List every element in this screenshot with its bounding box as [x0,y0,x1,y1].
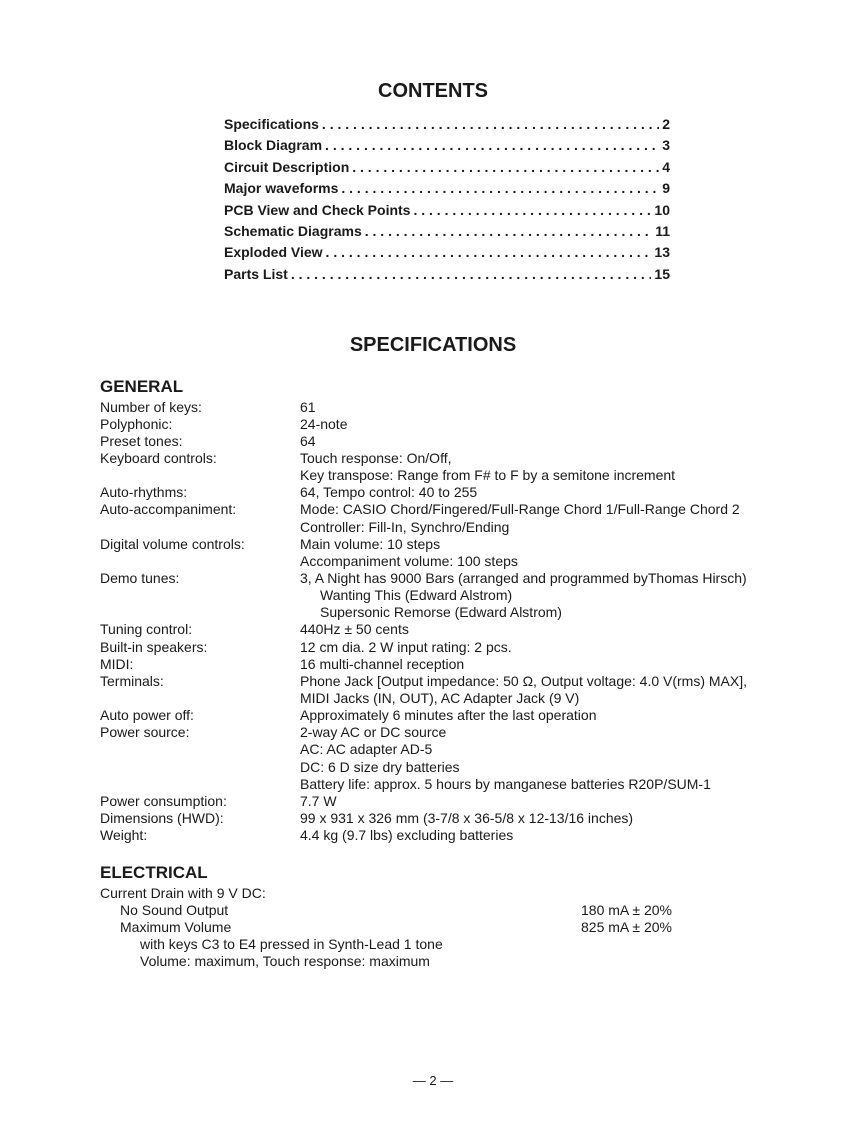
spec-value: 24-note [300,416,348,432]
table-of-contents [224,116,670,287]
spec-value: Supersonic Remorse (Edward Alstrom) [320,604,562,620]
spec-label: Auto power off: [100,707,194,723]
spec-note: Volume: maximum, Touch response: maximum [140,953,430,969]
spec-label: Dimensions (HWD): [100,810,224,826]
page-number: — 2 — [412,1073,454,1088]
spec-note: with keys C3 to E4 pressed in Synth-Lead 1 tone [140,936,443,952]
spec-value: 61 [300,399,316,415]
toc-item[interactable] [224,266,670,287]
toc-leader [365,223,652,239]
toc-item-label: Schematic Diagrams [224,222,362,239]
spec-value: 16 multi-channel reception [300,656,465,672]
spec-value: Controller: Fill-In, Synchro/Ending [300,519,510,535]
toc-item-page: 13 [654,244,670,261]
toc-item-label: Parts List [224,265,288,282]
spec-label: Auto-rhythms: [100,484,188,500]
spec-value: Battery life: approx. 5 hours by manganese batteries R20P/SUM-1 [300,776,711,792]
spec-label: Power consumption: [100,793,227,809]
toc-item[interactable] [224,116,670,137]
toc-item[interactable] [224,223,670,244]
spec-value: Phone Jack [Output impedance: 50 Ω, Output voltage: 4.0 V(rms) MAX], [300,673,748,689]
spec-value: 825 mA ± 20% [581,919,672,935]
spec-value: DC: 6 D size dry batteries [300,759,460,775]
toc-item-label: PCB View and Check Points [224,201,411,218]
toc-item-page: 11 [655,222,670,239]
toc-leader [291,266,652,282]
spec-value: Wanting This (Edward Alstrom) [320,587,513,603]
spec-value: Mode: CASIO Chord/Fingered/Full-Range Chord 1/Full-Range Chord 2 [300,501,740,517]
toc-item-label: Major waveforms [224,180,339,197]
spec-label: Demo tunes: [100,570,180,586]
toc-item-label: Exploded View [224,244,323,261]
spec-label: No Sound Output [120,902,229,918]
general-heading: GENERAL [100,377,184,396]
spec-label: Tuning control: [100,621,193,637]
toc-item-page: 9 [662,180,670,197]
spec-value: Approximately 6 minutes after the last operation [300,707,597,723]
toc-item-label: Block Diagram [224,137,323,154]
spec-label: Weight: [100,827,148,843]
spec-label: Keyboard controls: [100,450,217,466]
spec-value: AC: AC adapter AD-5 [300,741,433,757]
toc-item-page: 10 [654,201,670,218]
toc-leader [326,244,652,260]
toc-item-page: 4 [662,158,670,175]
spec-value: Key transpose: Range from F# to F by a semitone increment [300,467,676,483]
spec-label: Digital volume controls: [100,536,245,552]
spec-value: 12 cm dia. 2 W input rating: 2 pcs. [300,639,512,655]
toc-item-label: Circuit Description [224,158,350,175]
toc-item[interactable] [224,180,670,201]
toc-leader [322,116,659,132]
toc-item-page: 15 [654,265,670,282]
spec-value: 7.7 W [300,793,337,809]
toc-item[interactable] [224,244,670,265]
spec-label: Auto-accompaniment: [100,501,237,517]
spec-label: MIDI: [100,656,134,672]
spec-value: Accompaniment volume: 100 steps [300,553,518,569]
spec-label: Maximum Volume [120,919,232,935]
toc-leader [341,180,659,196]
spec-value: MIDI Jacks (IN, OUT), AC Adapter Jack (9 V) [300,690,580,706]
toc-leader [325,137,659,153]
spec-label: Preset tones: [100,433,183,449]
spec-label: Built-in speakers: [100,639,208,655]
spec-label: Polyphonic: [100,416,173,432]
spec-value: 64, Tempo control: 40 to 255 [300,484,478,500]
toc-item[interactable] [224,159,670,180]
spec-label: Number of keys: [100,399,202,415]
toc-item[interactable] [224,202,670,223]
spec-value: Main volume: 10 steps [300,536,441,552]
toc-item[interactable] [224,137,670,158]
electrical-heading: ELECTRICAL [100,863,208,882]
spec-value: 2-way AC or DC source [300,724,447,740]
specifications-title: SPECIFICATIONS [349,334,517,356]
toc-item-page: 3 [662,137,670,154]
spec-label: Power source: [100,724,190,740]
spec-value: 440Hz ± 50 cents [300,621,409,637]
spec-value: 4.4 kg (9.7 lbs) excluding batteries [300,827,514,843]
toc-item-page: 2 [662,116,670,132]
toc-leader [413,202,651,218]
spec-value: 180 mA ± 20% [581,902,672,918]
spec-label: Current Drain with 9 V DC: [100,885,266,901]
spec-value: 3, A Night has 9000 Bars (arranged and programmed byThomas Hirsch) [300,570,747,586]
contents-title: CONTENTS [378,80,488,102]
spec-value: 99 x 931 x 326 mm (3-7/8 x 36-5/8 x 12-13/16 inches) [300,810,634,826]
toc-item-label: Specifications [224,116,319,132]
toc-leader [352,159,659,175]
spec-value: 64 [300,433,316,449]
spec-value: Touch response: On/Off, [300,450,452,466]
spec-label: Terminals: [100,673,164,689]
